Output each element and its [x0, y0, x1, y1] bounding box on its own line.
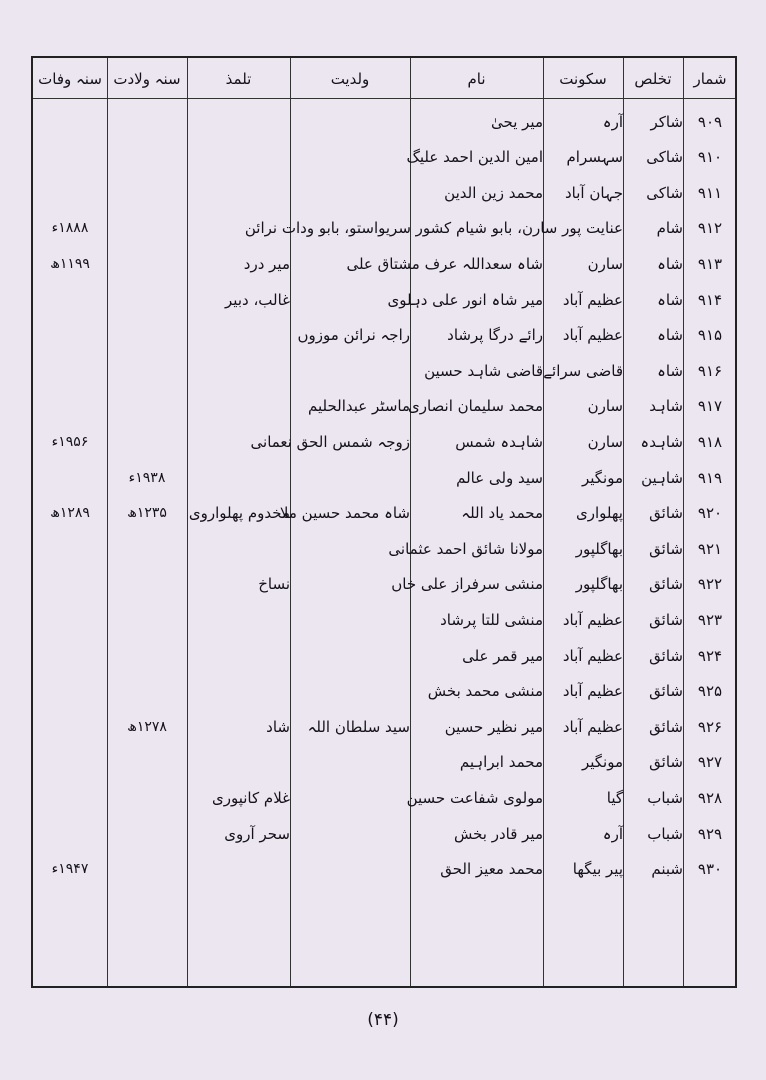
cell-naam: مولوی شفاعت حسین [406, 788, 543, 807]
cell-sane-wafat [33, 389, 107, 424]
cell-serial: ۹۲۲ [697, 575, 723, 594]
cell-talammuz: نساخ [258, 575, 290, 594]
table-row [33, 246, 735, 281]
cell-takhallus: شباب [647, 788, 683, 807]
cell-talammuz [187, 531, 294, 566]
cell-sane-wafat: ۱۲۸۹ھ [50, 505, 90, 522]
table-row [33, 674, 735, 709]
cell-takhallus: شائق [649, 753, 683, 772]
cell-sane-wiladat [107, 674, 187, 709]
header-sane-wafat: سنہ وفات [38, 70, 102, 88]
cell-serial: ۹۲۹ [697, 824, 723, 843]
cell-serial: ۹۱۳ [697, 254, 723, 273]
table-row [33, 780, 735, 815]
cell-waldiyat [290, 780, 414, 815]
table-row [33, 104, 735, 139]
cell-sane-wafat: ۱۱۹۹ھ [50, 255, 90, 272]
cell-talammuz: سحر آروی [224, 824, 290, 843]
cell-sane-wiladat [107, 282, 187, 317]
cell-naam [410, 211, 547, 246]
cell-waldiyat: سید سلطان اللہ [307, 717, 410, 736]
cell-takhallus: شاکر [650, 112, 683, 131]
table-row [33, 424, 735, 459]
cell-takhallus: شاہ [657, 290, 683, 309]
cell-naam: شاہ سعداللہ عرف مشتاق علی [346, 254, 543, 273]
cell-waldiyat [290, 175, 414, 210]
cell-naam: امین الدین احمد علیگ [406, 148, 543, 167]
cell-sukunat: عظیم آباد [562, 646, 623, 665]
cell-talammuz [187, 602, 294, 637]
cell-sukunat: عنایت پور سارن، بابو شیام کشور سریواستو، بابو ودات نرائن [244, 219, 623, 238]
header-sukunat: سکونت [559, 70, 607, 88]
cell-waldiyat [290, 674, 414, 709]
table-row [33, 709, 735, 744]
cell-waldiyat [290, 460, 414, 495]
cell-sukunat: عظیم آباد [562, 610, 623, 629]
cell-sukunat: عظیم آباد [562, 682, 623, 701]
cell-sane-wafat [33, 282, 107, 317]
cell-naam: مولانا شائق احمد عثمانی [388, 539, 543, 558]
cell-waldiyat [290, 638, 414, 673]
table-row [33, 638, 735, 673]
cell-waldiyat [290, 852, 414, 887]
register-table [31, 56, 737, 988]
cell-takhallus: شائق [649, 610, 683, 629]
cell-talammuz: غالب، دبیر [225, 290, 290, 309]
cell-waldiyat [290, 531, 414, 566]
cell-sane-wafat [33, 531, 107, 566]
cell-waldiyat [290, 567, 414, 602]
table-row [33, 318, 735, 353]
table-row [33, 852, 735, 887]
cell-waldiyat [290, 602, 414, 637]
cell-sane-wafat [33, 318, 107, 353]
table-row [33, 389, 735, 424]
cell-naam: میر قمر علی [462, 646, 543, 665]
table-row [33, 460, 735, 495]
header-divider [33, 98, 735, 99]
cell-takhallus: شاہد [649, 397, 683, 416]
table-row [33, 175, 735, 210]
cell-sane-wafat: ۱۸۸۸ء [51, 220, 89, 237]
table-row [33, 353, 735, 388]
cell-talammuz [187, 638, 294, 673]
header-sane-wiladat: سنہ ولادت [113, 70, 181, 88]
cell-sane-wafat [33, 674, 107, 709]
table-row [33, 496, 735, 531]
cell-serial: ۹۲۴ [697, 646, 723, 665]
cell-waldiyat [290, 140, 414, 175]
cell-takhallus: شاکی [646, 148, 683, 167]
cell-serial: ۹۱۹ [697, 468, 723, 487]
cell-sukunat: پھلواری [576, 504, 623, 523]
cell-takhallus: شائق [649, 646, 683, 665]
cell-takhallus: شبنم [651, 860, 683, 879]
cell-sukunat: مونگیر [581, 753, 623, 772]
cell-takhallus: شاہ [657, 254, 683, 273]
cell-sane-wafat [33, 104, 107, 139]
table-row [33, 816, 735, 851]
cell-serial: ۹۰۹ [697, 112, 723, 131]
cell-takhallus: شاہ [657, 326, 683, 345]
cell-serial: ۹۱۸ [697, 432, 723, 451]
cell-talammuz: غلام کانپوری [212, 788, 290, 807]
cell-sane-wiladat [107, 318, 187, 353]
cell-serial: ۹۲۶ [697, 717, 723, 736]
cell-talammuz [187, 140, 294, 175]
cell-naam: محمد ابراہیم [459, 753, 543, 772]
cell-sukunat: مونگیر [581, 468, 623, 487]
cell-naam: سید ولی عالم [456, 468, 543, 487]
cell-waldiyat [290, 816, 414, 851]
table-row [33, 602, 735, 637]
cell-naam: شاہدہ شمس [455, 432, 543, 451]
cell-sane-wafat [33, 602, 107, 637]
cell-sane-wiladat [107, 567, 187, 602]
page-number: (۴۴) [367, 1010, 399, 1030]
cell-talammuz [187, 175, 294, 210]
cell-talammuz [187, 353, 294, 388]
cell-sukunat: سہسرام [566, 148, 623, 167]
table-row [33, 211, 735, 246]
cell-sukunat: بھاگلپور [575, 575, 623, 594]
cell-talammuz: میر درد [243, 254, 290, 273]
cell-serial: ۹۲۷ [697, 753, 723, 772]
cell-sane-wiladat [107, 531, 187, 566]
cell-sane-wiladat: ۱۹۳۸ء [128, 469, 166, 486]
cell-sukunat: سارن [587, 254, 623, 273]
cell-talammuz [187, 318, 294, 353]
cell-sukunat: گیا [606, 788, 623, 807]
cell-sane-wiladat [107, 246, 187, 281]
cell-sukunat: قاضی سرائے [543, 361, 623, 380]
cell-serial: ۹۲۱ [697, 539, 723, 558]
cell-takhallus: شاہدہ [640, 432, 683, 451]
cell-sukunat: سارن [587, 397, 623, 416]
cell-serial: ۹۲۰ [697, 504, 723, 523]
cell-naam: رائے درگا پرشاد [447, 326, 543, 345]
cell-waldiyat [290, 211, 414, 246]
cell-serial: ۹۱۷ [697, 397, 723, 416]
cell-sane-wiladat [107, 104, 187, 139]
cell-takhallus: شام [656, 219, 683, 238]
cell-talammuz [187, 674, 294, 709]
cell-talammuz [187, 104, 294, 139]
cell-talammuz: شاد [266, 717, 290, 736]
cell-naam: محمد معیز الحق [440, 860, 543, 879]
cell-sane-wiladat [107, 211, 187, 246]
cell-naam: میر نظیر حسین [444, 717, 543, 736]
cell-naam: محمد یاد اللہ [461, 504, 543, 523]
cell-sane-wafat [33, 780, 107, 815]
cell-naam: میر یحیٰ [491, 112, 543, 131]
cell-takhallus: شاکی [646, 183, 683, 202]
cell-sukunat: بھاگلپور [575, 539, 623, 558]
cell-waldiyat [290, 745, 414, 780]
cell-sane-wafat [33, 709, 107, 744]
cell-serial: ۹۱۰ [697, 148, 723, 167]
cell-serial: ۹۱۲ [697, 219, 723, 238]
cell-sane-wafat [33, 353, 107, 388]
cell-waldiyat [290, 282, 414, 317]
cell-serial: ۹۲۵ [697, 682, 723, 701]
cell-serial: ۹۱۱ [697, 183, 723, 202]
cell-takhallus: شائق [649, 717, 683, 736]
cell-talammuz [187, 424, 294, 459]
cell-sane-wafat [33, 816, 107, 851]
cell-waldiyat [290, 246, 414, 281]
cell-sane-wafat [33, 175, 107, 210]
table-row [33, 745, 735, 780]
cell-naam: میر شاہ انور علی دہلوی [387, 290, 543, 309]
cell-naam: قاضی شاہد حسین [424, 361, 543, 380]
cell-takhallus: شائق [649, 504, 683, 523]
cell-sukunat: جہان آباد [564, 183, 623, 202]
cell-sane-wiladat [107, 638, 187, 673]
cell-sane-wiladat [107, 389, 187, 424]
cell-sane-wafat [33, 460, 107, 495]
cell-talammuz [187, 389, 294, 424]
cell-naam: منشی محمد بخش [427, 682, 543, 701]
cell-sukunat: عظیم آباد [562, 717, 623, 736]
cell-sane-wiladat [107, 353, 187, 388]
cell-takhallus: شائق [649, 682, 683, 701]
cell-sane-wafat [33, 567, 107, 602]
cell-sukunat: آرہ [602, 824, 623, 843]
cell-waldiyat [290, 353, 414, 388]
cell-sukunat: آرہ [602, 112, 623, 131]
cell-serial: ۹۱۵ [697, 326, 723, 345]
cell-takhallus: شائق [649, 539, 683, 558]
cell-naam: میر قادر بخش [453, 824, 543, 843]
cell-naam: محمد زین الدین [444, 183, 543, 202]
cell-sukunat: سارن [587, 432, 623, 451]
cell-takhallus: شباب [647, 824, 683, 843]
cell-serial: ۹۱۶ [697, 361, 723, 380]
cell-waldiyat [290, 104, 414, 139]
cell-sane-wiladat: ۱۲۳۵ھ [127, 505, 167, 522]
cell-sane-wiladat [107, 816, 187, 851]
cell-sane-wiladat [107, 424, 187, 459]
cell-sukunat: عظیم آباد [562, 326, 623, 345]
cell-talammuz [187, 460, 294, 495]
cell-sane-wafat [33, 140, 107, 175]
cell-serial: ۹۲۳ [697, 610, 723, 629]
cell-sane-wiladat [107, 780, 187, 815]
cell-talammuz [187, 745, 294, 780]
cell-sane-wiladat [107, 745, 187, 780]
cell-serial: ۹۳۰ [697, 860, 723, 879]
header-talammuz: تلمذ [225, 70, 252, 88]
cell-sane-wafat [33, 745, 107, 780]
cell-sukunat: عظیم آباد [562, 290, 623, 309]
header-naam: نام [467, 70, 486, 88]
cell-serial: ۹۲۸ [697, 788, 723, 807]
cell-takhallus: شاہین [641, 468, 683, 487]
header-takhallus: تخلص [634, 70, 672, 88]
cell-naam: محمد سلیمان انصاری [407, 397, 543, 416]
header-waldiyat: ولدیت [330, 70, 370, 88]
table-row [33, 567, 735, 602]
cell-sane-wiladat: ۱۲۷۸ھ [127, 718, 167, 735]
cell-waldiyat: شاہ محمد حسین ملا [279, 504, 410, 523]
cell-waldiyat: زوجہ شمس الحق نعمانی [250, 432, 410, 451]
cell-takhallus: شائق [649, 575, 683, 594]
cell-sane-wiladat [107, 602, 187, 637]
cell-takhallus: شاہ [657, 361, 683, 380]
cell-talammuz [187, 211, 294, 246]
table-row [33, 140, 735, 175]
cell-sane-wiladat [107, 175, 187, 210]
cell-talammuz [187, 852, 294, 887]
cell-sane-wafat [33, 638, 107, 673]
table-row [33, 282, 735, 317]
cell-waldiyat: راجہ نرائن موزوں [297, 326, 410, 345]
cell-serial: ۹۱۴ [697, 290, 723, 309]
table-row [33, 531, 735, 566]
header-serial: شمار [693, 70, 727, 88]
cell-sane-wiladat [107, 140, 187, 175]
cell-talammuz: مخدوم پھلواروی [188, 504, 290, 523]
cell-naam: منشی للتا پرشاد [440, 610, 543, 629]
cell-sane-wafat: ۱۹۴۷ء [51, 861, 89, 878]
cell-sukunat: پیر بیگھا [572, 860, 623, 879]
cell-sane-wiladat [107, 852, 187, 887]
cell-waldiyat: ماسٹر عبدالحلیم [308, 397, 410, 416]
cell-sane-wafat: ۱۹۵۶ء [51, 433, 89, 450]
cell-naam: منشی سرفراز علی خاں [391, 575, 543, 594]
